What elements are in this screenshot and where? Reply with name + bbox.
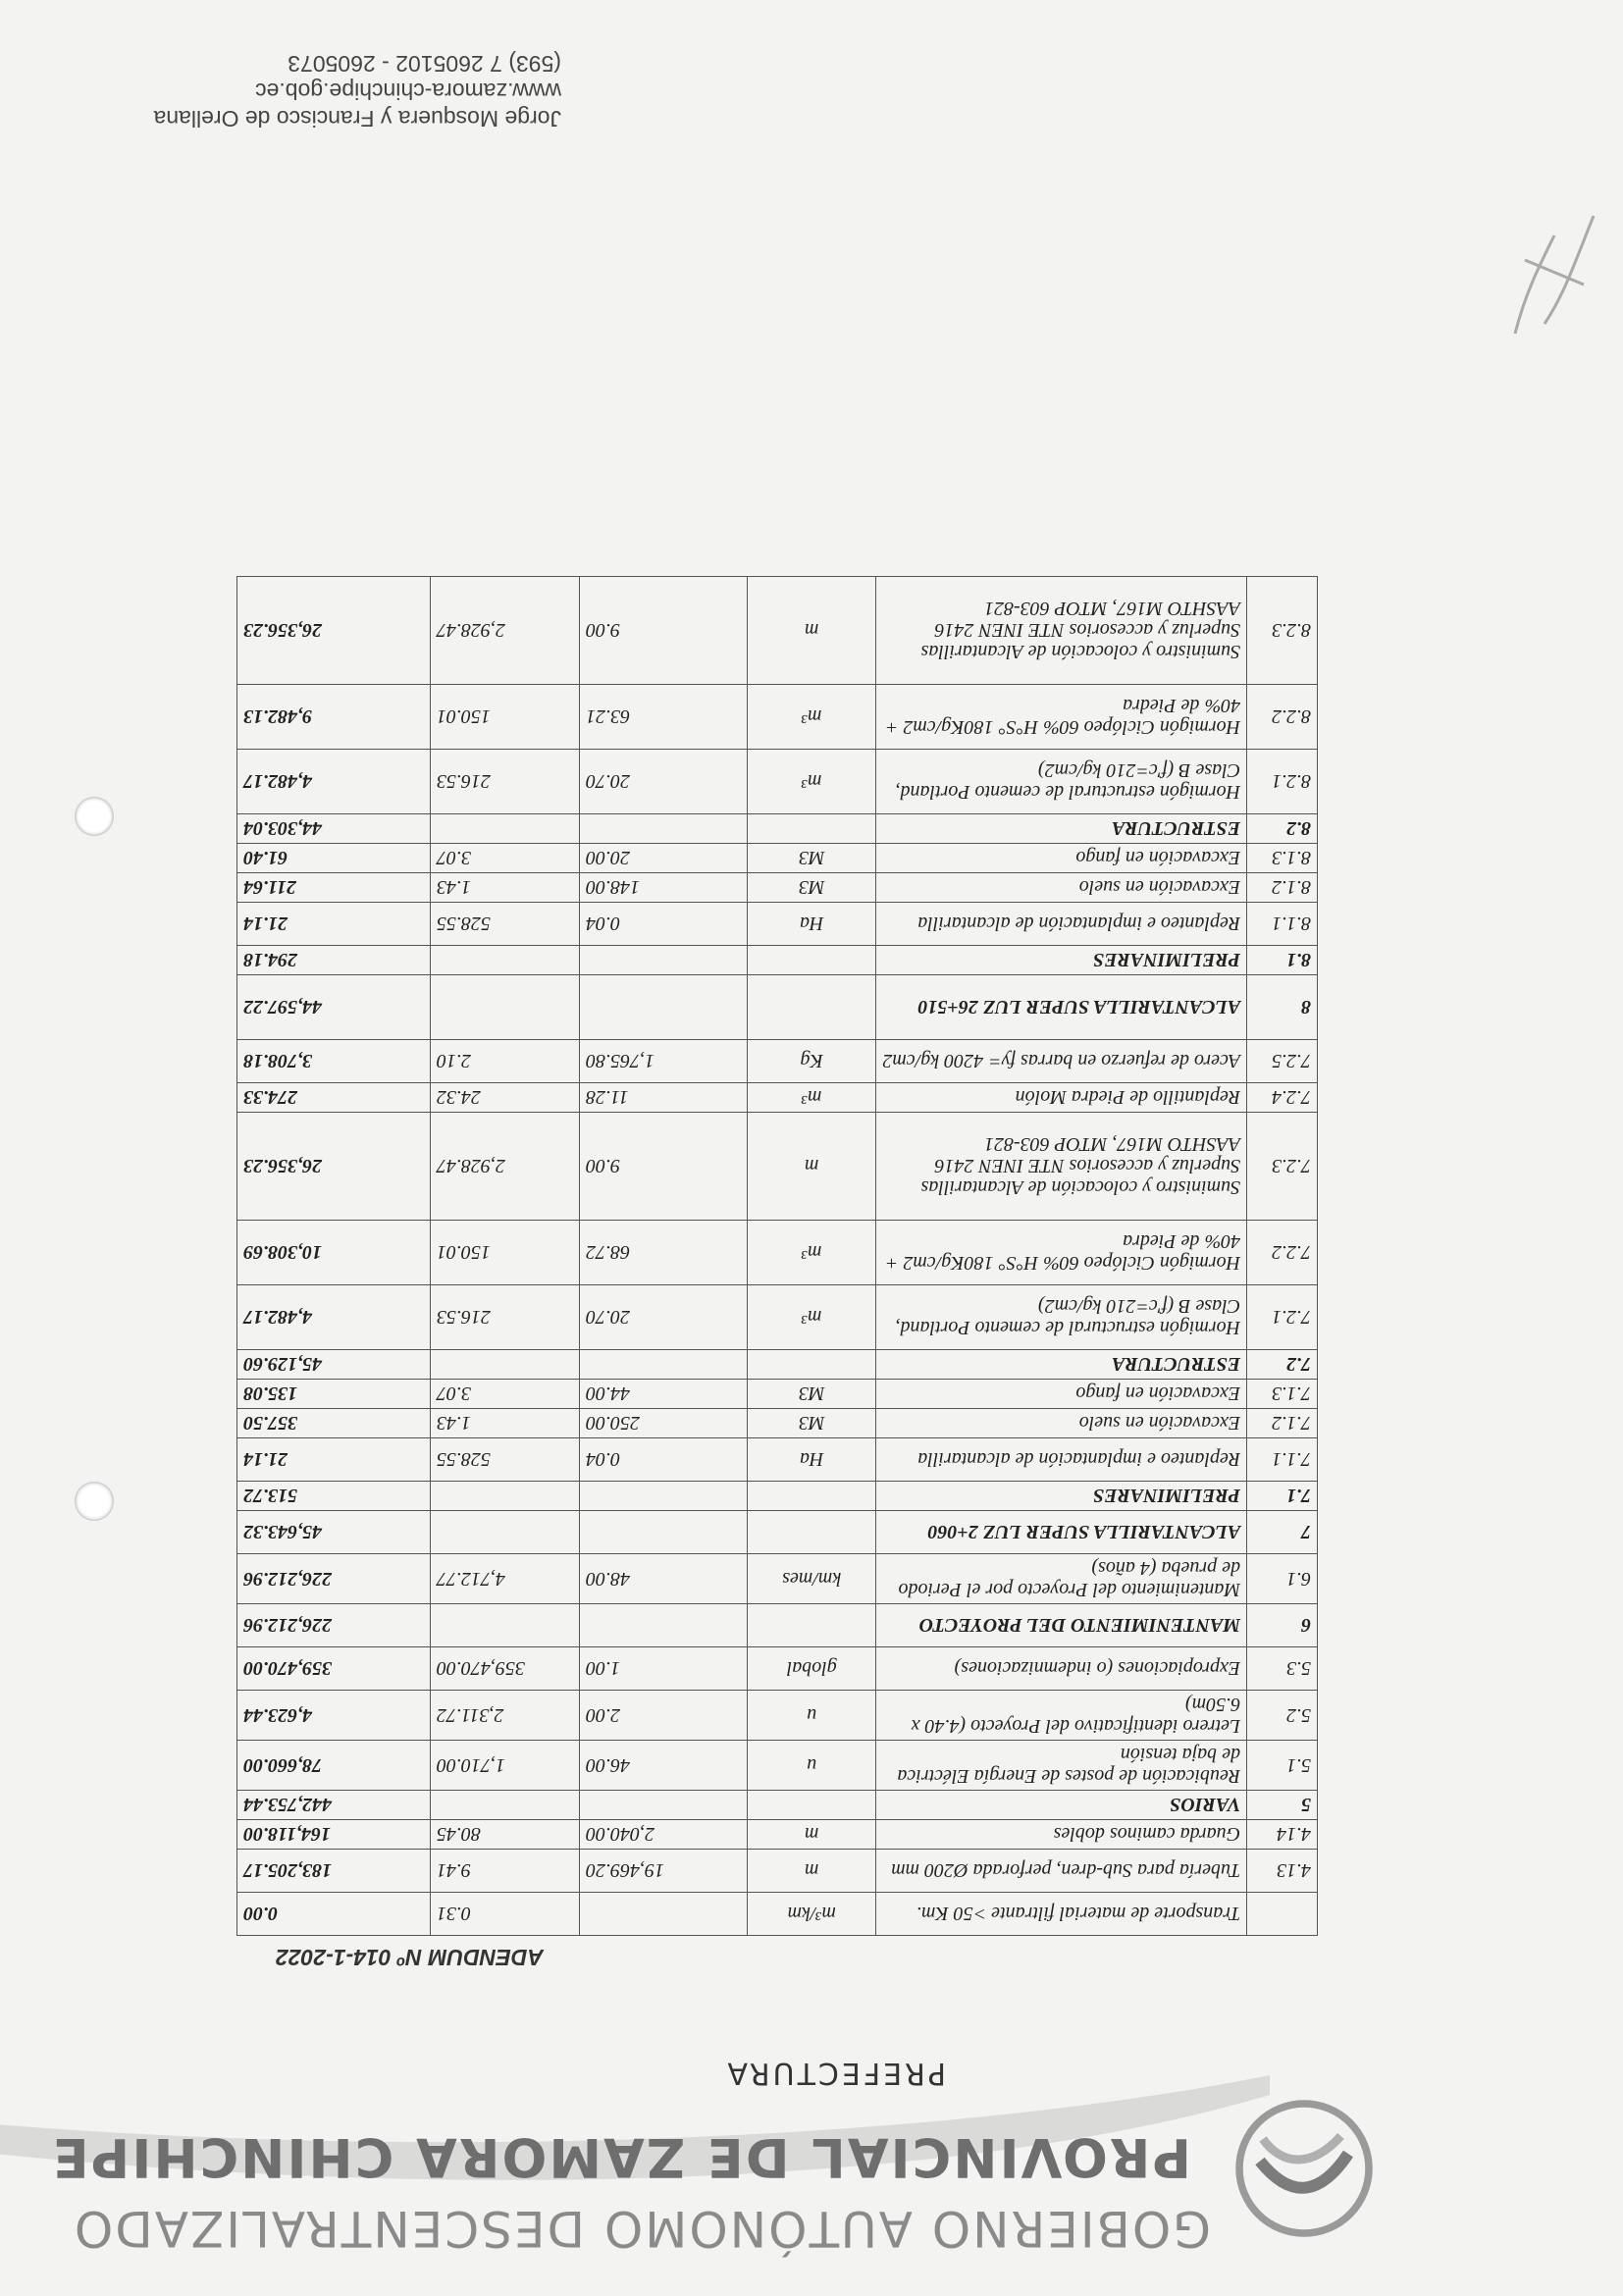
- item-quantity: [579, 1604, 747, 1647]
- table-row: [237, 1647, 1318, 1691]
- item-quantity: 1,765.80: [579, 1040, 747, 1083]
- item-description: Reubicación de postes de Energía Eléctrica de baja tensión: [876, 1741, 1247, 1791]
- item-total: 183,205.17: [237, 1850, 431, 1893]
- item-unit: [748, 975, 876, 1040]
- item-unit-price: 359,470.00: [430, 1647, 579, 1691]
- addendum-number: ADENDUM Nº 014-1-2022: [276, 1945, 544, 1970]
- footer-website: www.zamora-chinchipe.gob.ec: [255, 78, 561, 104]
- item-total: 4,482.17: [237, 1285, 431, 1350]
- item-description: VARIOS: [876, 1791, 1247, 1820]
- item-unit: [748, 1604, 876, 1647]
- item-total: 226,212.96: [237, 1554, 431, 1604]
- item-unit: [748, 1791, 876, 1820]
- budget-table-body: [237, 577, 1318, 1936]
- section-row: [237, 975, 1318, 1040]
- item-code: 7.2.3: [1247, 1113, 1318, 1221]
- item-quantity: 46.00: [579, 1741, 747, 1791]
- item-code: 4.13: [1247, 1850, 1318, 1893]
- item-total: 294.18: [237, 946, 431, 975]
- section-row: [237, 1791, 1318, 1820]
- item-total: 4,482.17: [237, 750, 431, 814]
- item-total: 211.64: [237, 873, 431, 903]
- item-code: 7.1.2: [1247, 1409, 1318, 1438]
- footer-phone: (593) 7 2605102 - 2605073: [288, 51, 561, 77]
- item-total: 44,303.04: [237, 814, 431, 844]
- item-code: 7.1.1: [1247, 1438, 1318, 1482]
- item-unit-price: 4,712.77: [430, 1554, 579, 1604]
- item-unit: Ha: [748, 903, 876, 946]
- punch-hole: [75, 1482, 114, 1521]
- item-description: Excavación en fango: [876, 1380, 1247, 1409]
- item-quantity: 2.00: [579, 1691, 747, 1741]
- item-unit: [748, 814, 876, 844]
- item-unit: M3: [748, 873, 876, 903]
- item-total: 135.08: [237, 1380, 431, 1409]
- section-row: [237, 946, 1318, 975]
- item-quantity: [579, 1511, 747, 1554]
- item-unit-price: 216.53: [430, 750, 579, 814]
- item-total: 164,118.00: [237, 1820, 431, 1850]
- item-quantity: [579, 975, 747, 1040]
- table-row: [237, 685, 1318, 750]
- item-description: Letrero identificativo del Proyecto (4.40 x 6.50m): [876, 1691, 1247, 1741]
- item-code: 8.1: [1247, 946, 1318, 975]
- item-code: 8.2.2: [1247, 685, 1318, 750]
- item-total: 0.00: [237, 1893, 431, 1936]
- item-total: 44,597.22: [237, 975, 431, 1040]
- item-unit: km/mes: [748, 1554, 876, 1604]
- letterhead-line-2: PROVINCIAL DE ZAMORA CHINCHIPE: [50, 2126, 1191, 2188]
- item-description: Hormigón Ciclópeo 60% H°S° 180Kg/cm2 + 40% de Piedra: [876, 1221, 1247, 1285]
- item-unit: Ha: [748, 1438, 876, 1482]
- table-row: [237, 903, 1318, 946]
- table-row: [237, 1409, 1318, 1438]
- item-quantity: 0.04: [579, 903, 747, 946]
- item-unit-price: [430, 1511, 579, 1554]
- item-description: ESTRUCTURA: [876, 1350, 1247, 1380]
- item-code: 7.2: [1247, 1350, 1318, 1380]
- item-description: ALCANTARILLA SUPER LUZ 26+510: [876, 975, 1247, 1040]
- item-code: [1247, 1893, 1318, 1936]
- item-total: 21.14: [237, 903, 431, 946]
- item-unit-price: 9.41: [430, 1850, 579, 1893]
- item-total: 4,623.44: [237, 1691, 431, 1741]
- table-row: [237, 1040, 1318, 1083]
- item-unit: m: [748, 577, 876, 685]
- footer-contact: [154, 50, 561, 132]
- handwritten-mark-icon: [1495, 196, 1613, 353]
- item-description: Excavación en suelo: [876, 873, 1247, 903]
- item-quantity: 9.00: [579, 1113, 747, 1221]
- item-code: 8.2.3: [1247, 577, 1318, 685]
- item-description: PRELIMINARES: [876, 946, 1247, 975]
- item-unit-price: [430, 946, 579, 975]
- item-total: 513.72: [237, 1482, 431, 1511]
- item-unit: Kg: [748, 1040, 876, 1083]
- item-unit: m³: [748, 750, 876, 814]
- item-quantity: 63.21: [579, 685, 747, 750]
- item-quantity: 250.00: [579, 1409, 747, 1438]
- item-total: 45,643.32: [237, 1511, 431, 1554]
- item-unit: m: [748, 1850, 876, 1893]
- item-code: 5.2: [1247, 1691, 1318, 1741]
- item-quantity: 48.00: [579, 1554, 747, 1604]
- item-unit: global: [748, 1647, 876, 1691]
- letterhead-line-1: GOBIERNO AUTÓNOMO DESCENTRALIZADO: [72, 2200, 1211, 2257]
- item-total: 78,660.00: [237, 1741, 431, 1791]
- item-quantity: 20.00: [579, 844, 747, 873]
- item-description: Hormigón estructural de cemento Portland, Clase B (f'c=210 kg/cm2): [876, 750, 1247, 814]
- item-unit: m³/km: [748, 1893, 876, 1936]
- item-unit: m: [748, 1820, 876, 1850]
- table-row: [237, 1691, 1318, 1741]
- item-description: PRELIMINARES: [876, 1482, 1247, 1511]
- item-quantity: 9.00: [579, 577, 747, 685]
- table-row: [237, 1741, 1318, 1791]
- section-row: [237, 814, 1318, 844]
- item-quantity: 11.28: [579, 1083, 747, 1113]
- letterhead: [0, 2041, 1623, 2296]
- item-unit-price: 2,311.72: [430, 1691, 579, 1741]
- item-code: 7.2.4: [1247, 1083, 1318, 1113]
- item-quantity: 1.00: [579, 1647, 747, 1691]
- item-description: Hormigón Ciclópeo 60% H°S° 180Kg/cm2 + 40% de Piedra: [876, 685, 1247, 750]
- item-unit: m³: [748, 1083, 876, 1113]
- item-unit-price: 150.01: [430, 1221, 579, 1285]
- item-code: 4.14: [1247, 1820, 1318, 1850]
- item-code: 8.2.1: [1247, 750, 1318, 814]
- table-row: [237, 1554, 1318, 1604]
- section-row: [237, 1350, 1318, 1380]
- item-total: 9,482.13: [237, 685, 431, 750]
- table-row: [237, 1221, 1318, 1285]
- item-description: MANTENIMIENTO DEL PROYECTO: [876, 1604, 1247, 1647]
- item-quantity: [579, 814, 747, 844]
- item-unit-price: [430, 814, 579, 844]
- item-description: Replanteo e implantación de alcantarilla: [876, 1438, 1247, 1482]
- item-description: Suministro y colocación de Alcantarillas Superluz y accesorios NTE INEN 2416 AASHTO M167, MTOP 603-821: [876, 577, 1247, 685]
- item-unit-price: [430, 975, 579, 1040]
- item-description: Guarda caminos dobles: [876, 1820, 1247, 1850]
- item-description: Excavación en fango: [876, 844, 1247, 873]
- item-unit: m³: [748, 1221, 876, 1285]
- item-unit-price: [430, 1482, 579, 1511]
- table-row: [237, 1380, 1318, 1409]
- item-description: ESTRUCTURA: [876, 814, 1247, 844]
- budget-table: [236, 576, 1318, 1936]
- item-total: 26,356.23: [237, 1113, 431, 1221]
- item-quantity: 44.00: [579, 1380, 747, 1409]
- item-code: 7.1: [1247, 1482, 1318, 1511]
- item-unit-price: 2,928.47: [430, 577, 579, 685]
- item-unit-price: 24.32: [430, 1083, 579, 1113]
- table-row: [237, 1820, 1318, 1850]
- item-unit: [748, 946, 876, 975]
- item-total: 61.40: [237, 844, 431, 873]
- item-code: 7.2.2: [1247, 1221, 1318, 1285]
- table-row: [237, 1893, 1318, 1936]
- item-unit: M3: [748, 1409, 876, 1438]
- prefecture-logo-icon: [1230, 2095, 1378, 2242]
- item-description: Replantillo de Piedra Molón: [876, 1083, 1247, 1113]
- item-total: 21.14: [237, 1438, 431, 1482]
- item-description: Expropiaciones (o indemnizaciones): [876, 1647, 1247, 1691]
- item-code: 8.1.1: [1247, 903, 1318, 946]
- item-unit-price: 1,710.00: [430, 1741, 579, 1791]
- item-unit: [748, 1482, 876, 1511]
- table-row: [237, 750, 1318, 814]
- item-code: 6.1: [1247, 1554, 1318, 1604]
- table-row: [237, 844, 1318, 873]
- item-unit-price: 0.31: [430, 1893, 579, 1936]
- item-total: 274.33: [237, 1083, 431, 1113]
- item-unit-price: 3.07: [430, 1380, 579, 1409]
- item-unit-price: [430, 1350, 579, 1380]
- item-code: 7.2.5: [1247, 1040, 1318, 1083]
- item-unit-price: 528.55: [430, 1438, 579, 1482]
- table-row: [237, 1850, 1318, 1893]
- item-quantity: [579, 1893, 747, 1936]
- item-unit-price: 216.53: [430, 1285, 579, 1350]
- item-code: 7.1.3: [1247, 1380, 1318, 1409]
- item-code: 8.2: [1247, 814, 1318, 844]
- item-total: 3,708.18: [237, 1040, 431, 1083]
- item-quantity: 20.70: [579, 1285, 747, 1350]
- item-description: Mantenimiento del Proyecto por el Periodo de prueba (4 años): [876, 1554, 1247, 1604]
- item-code: 7: [1247, 1511, 1318, 1554]
- item-unit: m: [748, 1113, 876, 1221]
- item-code: 5: [1247, 1791, 1318, 1820]
- table-row: [237, 1285, 1318, 1350]
- item-description: ALCANTARILLA SUPER LUZ 2+060: [876, 1511, 1247, 1554]
- item-quantity: [579, 1350, 747, 1380]
- item-code: 8: [1247, 975, 1318, 1040]
- item-unit: u: [748, 1691, 876, 1741]
- item-unit-price: 1.43: [430, 873, 579, 903]
- item-unit: m³: [748, 1285, 876, 1350]
- item-unit: [748, 1350, 876, 1380]
- table-row: [237, 873, 1318, 903]
- item-quantity: 0.04: [579, 1438, 747, 1482]
- item-description: Excavación en suelo: [876, 1409, 1247, 1438]
- item-unit-price: 528.55: [430, 903, 579, 946]
- footer-address: Jorge Mosquera y Francisco de Orellana: [153, 106, 561, 131]
- item-unit-price: 80.45: [430, 1820, 579, 1850]
- item-unit: m³: [748, 685, 876, 750]
- item-unit: M3: [748, 1380, 876, 1409]
- item-unit-price: [430, 1604, 579, 1647]
- item-unit-price: [430, 1791, 579, 1820]
- item-unit-price: 150.01: [430, 685, 579, 750]
- item-code: 5.3: [1247, 1647, 1318, 1691]
- item-total: 226,212.96: [237, 1604, 431, 1647]
- item-total: 45,129.60: [237, 1350, 431, 1380]
- item-total: 357.50: [237, 1409, 431, 1438]
- item-description: Hormigón estructural de cemento Portland, Clase B (f'c=210 kg/cm2): [876, 1285, 1247, 1350]
- item-description: Replanteo e implantación de alcantarilla: [876, 903, 1247, 946]
- item-total: 359,470.00: [237, 1647, 431, 1691]
- section-row: [237, 1604, 1318, 1647]
- item-unit-price: 2.10: [430, 1040, 579, 1083]
- item-description: Acero de refuerzo en barras fy= 4200 kg/cm2: [876, 1040, 1247, 1083]
- item-quantity: 20.70: [579, 750, 747, 814]
- section-row: [237, 1511, 1318, 1554]
- table-row: [237, 1438, 1318, 1482]
- item-unit: u: [748, 1741, 876, 1791]
- item-quantity: 2,040.00: [579, 1820, 747, 1850]
- punch-hole: [75, 797, 114, 836]
- item-description: Tubería para Sub-dren, perforada Ø200 mm: [876, 1850, 1247, 1893]
- item-unit: [748, 1511, 876, 1554]
- letterhead-prefectura: PREFECTURA: [724, 2056, 946, 2090]
- item-quantity: 19,469.20: [579, 1850, 747, 1893]
- item-quantity: [579, 946, 747, 975]
- item-total: 26,356.23: [237, 577, 431, 685]
- item-description: Suministro y colocación de Alcantarillas Superluz y accesorios NTE INEN 2416 AASHTO M167, MTOP 603-821: [876, 1113, 1247, 1221]
- item-unit-price: 3.07: [430, 844, 579, 873]
- table-row: [237, 577, 1318, 685]
- section-row: [237, 1482, 1318, 1511]
- item-unit-price: 1.43: [430, 1409, 579, 1438]
- item-quantity: 68.72: [579, 1221, 747, 1285]
- item-total: 10,308.69: [237, 1221, 431, 1285]
- item-code: 8.1.3: [1247, 844, 1318, 873]
- item-description: Transporte de material filtrante >50 Km.: [876, 1893, 1247, 1936]
- item-quantity: 148.00: [579, 873, 747, 903]
- item-code: 7.2.1: [1247, 1285, 1318, 1350]
- item-code: 6: [1247, 1604, 1318, 1647]
- table-row: [237, 1083, 1318, 1113]
- item-code: 8.1.2: [1247, 873, 1318, 903]
- item-quantity: [579, 1791, 747, 1820]
- item-quantity: [579, 1482, 747, 1511]
- item-unit-price: 2,928.47: [430, 1113, 579, 1221]
- table-row: [237, 1113, 1318, 1221]
- item-total: 442,753.44: [237, 1791, 431, 1820]
- item-unit: M3: [748, 844, 876, 873]
- item-code: 5.1: [1247, 1741, 1318, 1791]
